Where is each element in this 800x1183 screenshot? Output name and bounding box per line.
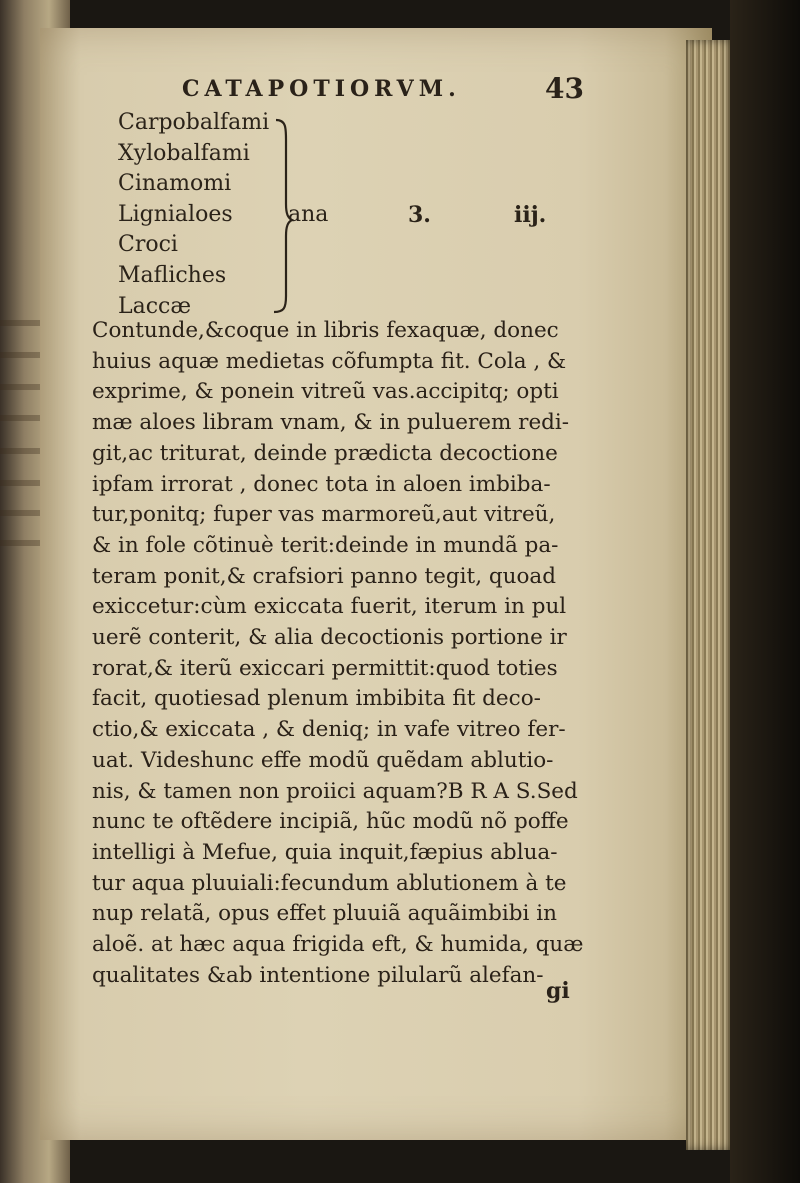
text-line: mæ aloes libram vnam, & in puluerem redi- (92, 410, 570, 436)
page-number: 43 (545, 72, 584, 105)
text-line: qualitates &ab intentione pilularũ alefan- (92, 962, 544, 988)
ingredient: Xylobalfami (118, 140, 250, 166)
text-line: nup relatã, opus effet pluuiã aquãimbibi in (92, 901, 557, 927)
dose-unit: iij. (514, 202, 547, 228)
running-head: CATAPOTIORVM. (182, 76, 461, 102)
text-line: exiccetur:cùm exiccata fuerit, iterum in pul (92, 594, 567, 620)
page-edges (686, 40, 730, 1150)
text-line: nunc te oftẽdere incipiã, hũc modũ nõ poffe (92, 809, 569, 835)
text-line: teram ponit,& crafsiori panno tegit, quoad (92, 563, 556, 589)
ingredient: Laccæ (118, 293, 192, 319)
text-line: intelligi à Mefue, quia inquit,fæpius ablua- (92, 839, 558, 865)
dose-word: ana (288, 202, 329, 227)
ingredient-list (118, 108, 269, 322)
ingredient: Croci (118, 232, 178, 258)
text-line: git,ac triturat, deinde prædicta decoctione (92, 440, 558, 466)
text-line: tur aqua pluuiali:fecundum ablutionem à te (92, 870, 567, 896)
text-line: Contunde,&coque in libris fexaquæ, donec (92, 318, 559, 343)
text-line: facit, quotiesad plenum imbibita fit deco- (92, 686, 541, 712)
background-shadow (730, 0, 800, 1183)
ingredient: Cinamomi (118, 171, 232, 197)
text-line: huius aquæ medietas cõfumpta fit. Cola , & (92, 348, 567, 374)
dose-number: 3. (408, 202, 431, 228)
text-line: uerẽ conterit, & alia decoctionis portione ir (92, 625, 567, 651)
text-line: nis, & tamen non proiici aquam?B R A S.Sed (92, 778, 578, 804)
catchword: gi (546, 978, 570, 1004)
ingredient: Lignialoes (118, 201, 233, 227)
text-line: exprime, & ponein vitreũ vas.accipitq; opti (92, 379, 559, 405)
text-line: ctio,& exiccata , & deniq; in vafe vitreo fer- (92, 717, 566, 743)
ingredient: Carpobalfami (118, 110, 270, 135)
ingredient: Mafliches (118, 262, 227, 288)
text-line: aloẽ. at hæc aqua frigida eft, & humida, quæ (92, 932, 584, 958)
text-line: ipfam irrorat , donec tota in aloen imbiba- (92, 471, 551, 497)
text-line: tur,ponitq; fuper vas marmoreũ,aut vitreũ, (92, 502, 556, 528)
body-text (92, 316, 584, 991)
text-line: uat. Videshunc effe modũ quẽdam ablutio- (92, 747, 554, 773)
text-line: & in fole cõtinuè terit:deinde in mundã pa- (92, 532, 559, 558)
text-line: rorat,& iterũ exiccari permittit:quod toties (92, 655, 558, 681)
